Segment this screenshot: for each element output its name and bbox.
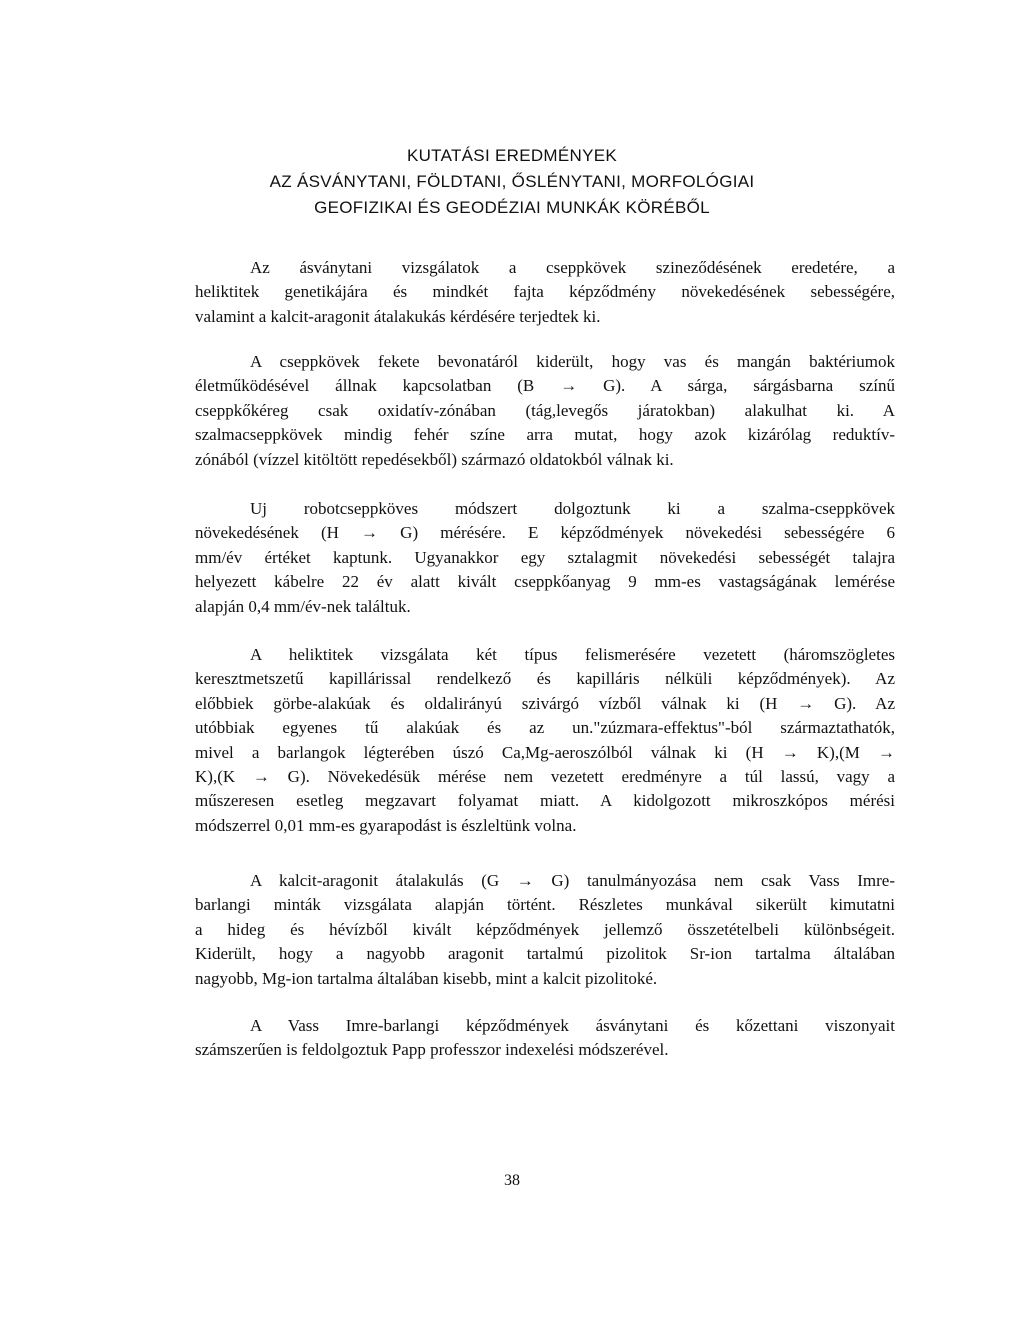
- paragraph-line: A cseppkövek fekete bevonatáról kiderült, hogy vas és mangán baktériumok: [250, 352, 895, 371]
- paragraph-line: előbbiek görbe-alakúak és oldalirányú szivárgó vízből válnak ki (H → G). Az: [195, 693, 895, 713]
- paragraph-line: keresztmetszetű kapillárissal rendelkező és kapilláris nélküli képződmények). Az: [195, 669, 895, 689]
- page-number: 38: [504, 1172, 520, 1189]
- paragraph-line: mivel a barlangok légterében úszó Ca,Mg-aeroszólból válnak ki (H → K),(M →: [195, 742, 895, 762]
- paragraph-line: műszeresen esetleg megzavart folyamat miatt. A kidolgozott mikroszkópos mérési: [195, 791, 895, 811]
- paragraph-line: nagyobb, Mg-ion tartalma általában kisebb, mint a kalcit pizolitoké.: [195, 968, 658, 988]
- paragraph-6: [195, 1014, 895, 1063]
- paragraph-line: helyezett kábelre 22 év alatt kivált cseppkőanyag 9 mm-es vastagságának lemérése: [195, 572, 895, 592]
- heading-line-1: KUTATÁSI EREDMÉNYEK: [406, 146, 618, 165]
- heading-line-3: GEOFIZIKAI ÉS GEODÉZIAI MUNKÁK KÖRÉBŐL: [314, 198, 710, 217]
- paragraph-line: életműködésével állnak kapcsolatban (B → G). A sárga, sárgásbarna színű: [195, 376, 895, 396]
- paragraph-line: módszerrel 0,01 mm-es gyarapodást is észleltünk volna.: [195, 815, 577, 835]
- paragraph-line: Uj robotcseppköves módszert dolgoztunk ki a szalma-cseppkövek: [250, 499, 895, 518]
- paragraph-line: zónából (vízzel kitöltött repedésekből) származó oldatokból válnak ki.: [195, 449, 674, 469]
- paragraph-line: A kalcit-aragonit átalakulás (G → G) tanulmányozása nem csak Vass Imre-: [250, 871, 895, 890]
- paragraph-line: Kiderült, hogy a nagyobb aragonit tartalmú pizolitok Sr-ion tartalma általában: [195, 944, 895, 964]
- paragraph-line: heliktitek genetikájára és mindkét fajta képződmény növekedésének sebességére,: [195, 282, 895, 302]
- paragraph-1: [195, 256, 895, 329]
- paragraph-4: [195, 643, 895, 838]
- paragraph-line: A heliktitek vizsgálata két típus felismerésére vezetett (háromszögletes: [250, 645, 895, 664]
- paragraph-5: [195, 869, 895, 991]
- paragraph-line: növekedésének (H → G) mérésére. E képződmények növekedési sebességére 6: [195, 523, 895, 543]
- paragraph-line: cseppkőkéreg csak oxidatív-zónában (tág,levegős járatokban) alakulhat ki. A: [195, 400, 895, 420]
- paragraph-line: mm/év értéket kaptunk. Ugyanakkor egy sztalagmit növekedési sebességét talajra: [195, 547, 895, 567]
- heading-line-2: AZ ÁSVÁNYTANI, FÖLDTANI, ŐSLÉNYTANI, MORFOLÓGIAI: [269, 172, 755, 191]
- paragraph-line: Az ásványtani vizsgálatok a cseppkövek szineződésének eredetére, a: [250, 258, 895, 277]
- paragraph-line: szalmacseppkövek mindig fehér színe arra mutat, hogy azok kizárólag reduktív-: [195, 425, 895, 445]
- paragraph-line: alapján 0,4 mm/év-nek találtuk.: [195, 596, 411, 616]
- paragraph-line: valamint a kalcit-aragonit átalakukás kérdésére terjedtek ki.: [195, 306, 601, 326]
- paragraph-line: a hideg és hévízből kivált képződmények jellemző összetételbeli különbségeit.: [195, 919, 895, 939]
- paragraph-line: barlangi minták vizsgálata alapján történt. Részletes munkával sikerült kimutatni: [195, 895, 895, 915]
- paragraph-line: utóbbiak egyenes tű alakúak és az un."zúzmara-effektus"-ból származtathatók,: [195, 718, 895, 738]
- paragraph-line: K),(K → G). Növekedésük mérése nem vezetett eredményre a túl lassú, vagy a: [195, 766, 895, 786]
- paragraph-line: számszerűen is feldolgoztuk Papp professzor indexelési módszerével.: [195, 1040, 669, 1060]
- section-heading: [0, 143, 1024, 221]
- paragraph-3: [195, 497, 895, 619]
- paragraph-2: [195, 350, 895, 472]
- paragraph-line: A Vass Imre-barlangi képződmények ásványtani és kőzettani viszonyait: [250, 1016, 895, 1035]
